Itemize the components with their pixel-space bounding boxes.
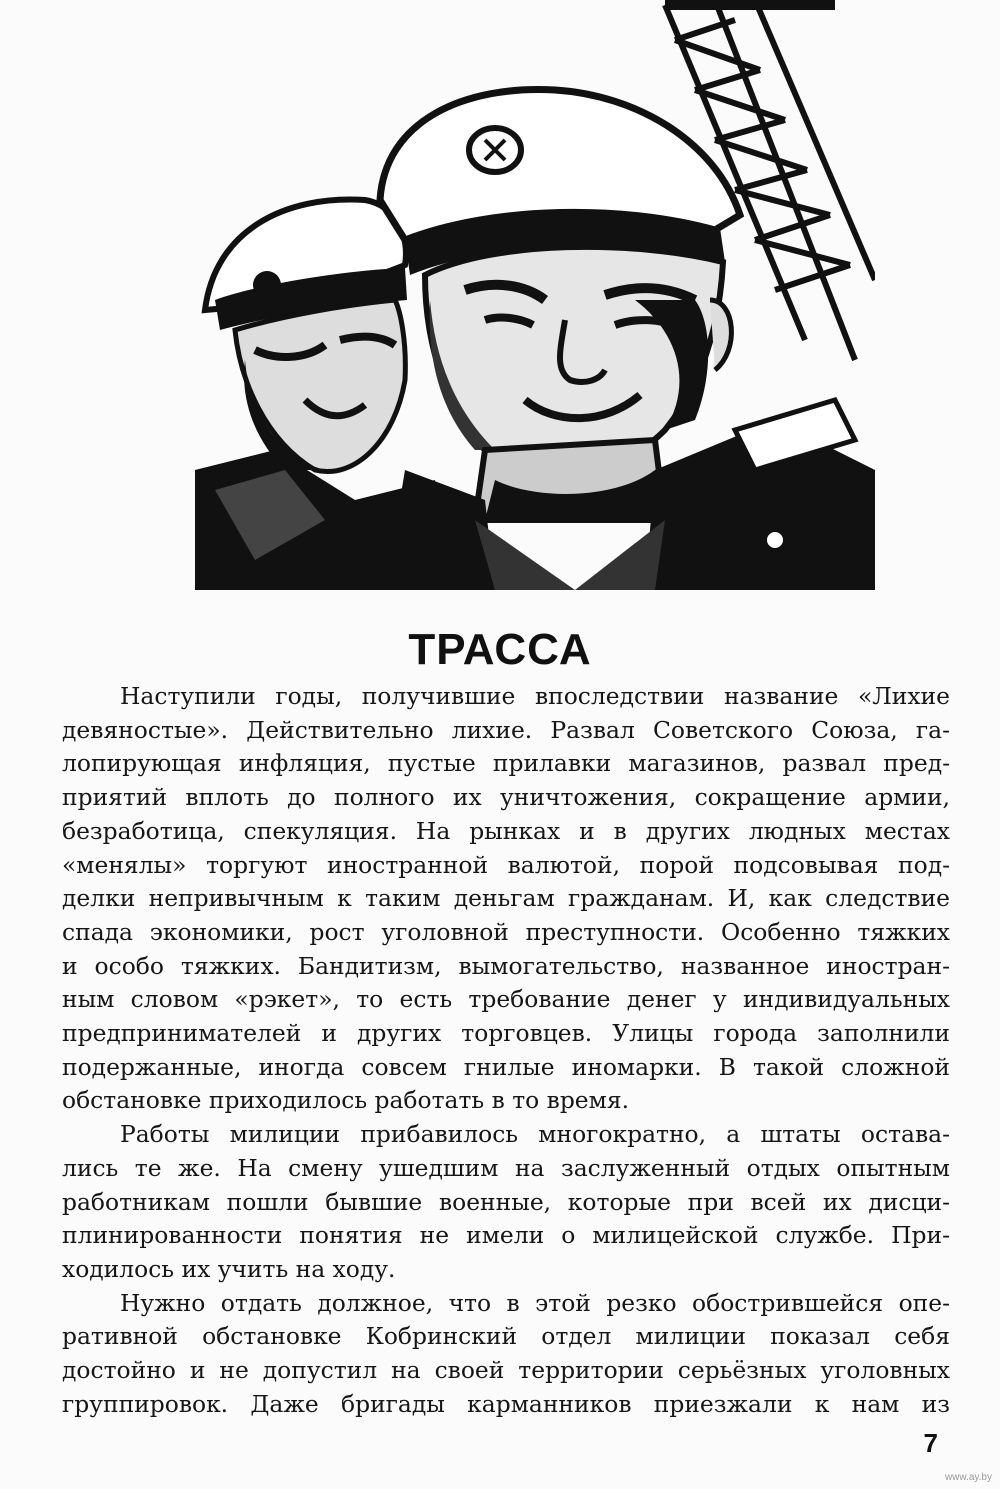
text-line: подержанные, иногда совсем гнилые иномарки. В такой сложной (62, 1052, 950, 1081)
paragraph-1 (62, 680, 950, 1118)
text-line: ным словом «рэкет», то есть требование денег у индивидуальных (62, 985, 950, 1014)
text-line: обстановке приходилось работать в то время. (62, 1086, 630, 1115)
body-text (62, 680, 950, 1421)
text-line: спада экономики, рост уголовной преступности. Особенно тяжких (62, 917, 950, 946)
officer-right (380, 90, 875, 590)
chapter-title: ТРАССА (408, 625, 592, 675)
text-line: Нужно отдать должное, что в этой резко обострившейся опе- (120, 1288, 950, 1317)
text-line: ративной обстановке Кобринский отдел милиции показал себя (62, 1322, 950, 1351)
two-militia-officers-icon (195, 0, 875, 590)
text-line: девяностые». Действительно лихие. Развал Советского Союза, га- (62, 715, 950, 744)
text-line: и особо тяжких. Бандитизм, вымогательство, названное иностран- (62, 951, 950, 980)
text-line: лись те же. На смену ушедшим на заслуженный отдых опытным (62, 1153, 950, 1182)
page-number: 7 (923, 1428, 938, 1458)
text-line: группировок. Даже бригады карманников приезжали к нам из (62, 1389, 950, 1418)
text-line: Работы милиции прибавилось многократно, а штаты остава- (120, 1120, 950, 1149)
text-line: ходилось их учить на ходу. (62, 1254, 396, 1283)
text-line: работникам пошли бывшие военные, которые при всей их дисци- (62, 1187, 950, 1216)
text-line: делки непривычным к таким деньгам гражданам. И, как следствие (62, 884, 950, 913)
watermark: www.ay.by (944, 1472, 992, 1483)
text-line: Наступили годы, получившие впоследствии название «Лихие (120, 682, 950, 710)
text-line: плинированности понятия не имели о милицейской службе. При- (62, 1221, 950, 1250)
text-line: лопирующая инфляция, пустые прилавки магазинов, развал пред- (62, 749, 950, 778)
text-line: «менялы» торгуют иностранной валютой, порой подсовывая под- (62, 850, 950, 879)
text-line: предпринимателей и других торговцев. Улицы города заполнили (62, 1019, 950, 1048)
text-line: достойно и не допустил на своей территории серьёзных уголовных (62, 1356, 950, 1385)
paragraph-3 (62, 1287, 950, 1422)
text-line: приятий вплоть до полного их уничтожения, сокращение армии, (62, 783, 950, 812)
text-line: безработица, спекуляция. На рынках и в других людных местах (62, 816, 950, 845)
woodcut-illustration (195, 0, 875, 590)
paragraph-2 (62, 1118, 950, 1287)
